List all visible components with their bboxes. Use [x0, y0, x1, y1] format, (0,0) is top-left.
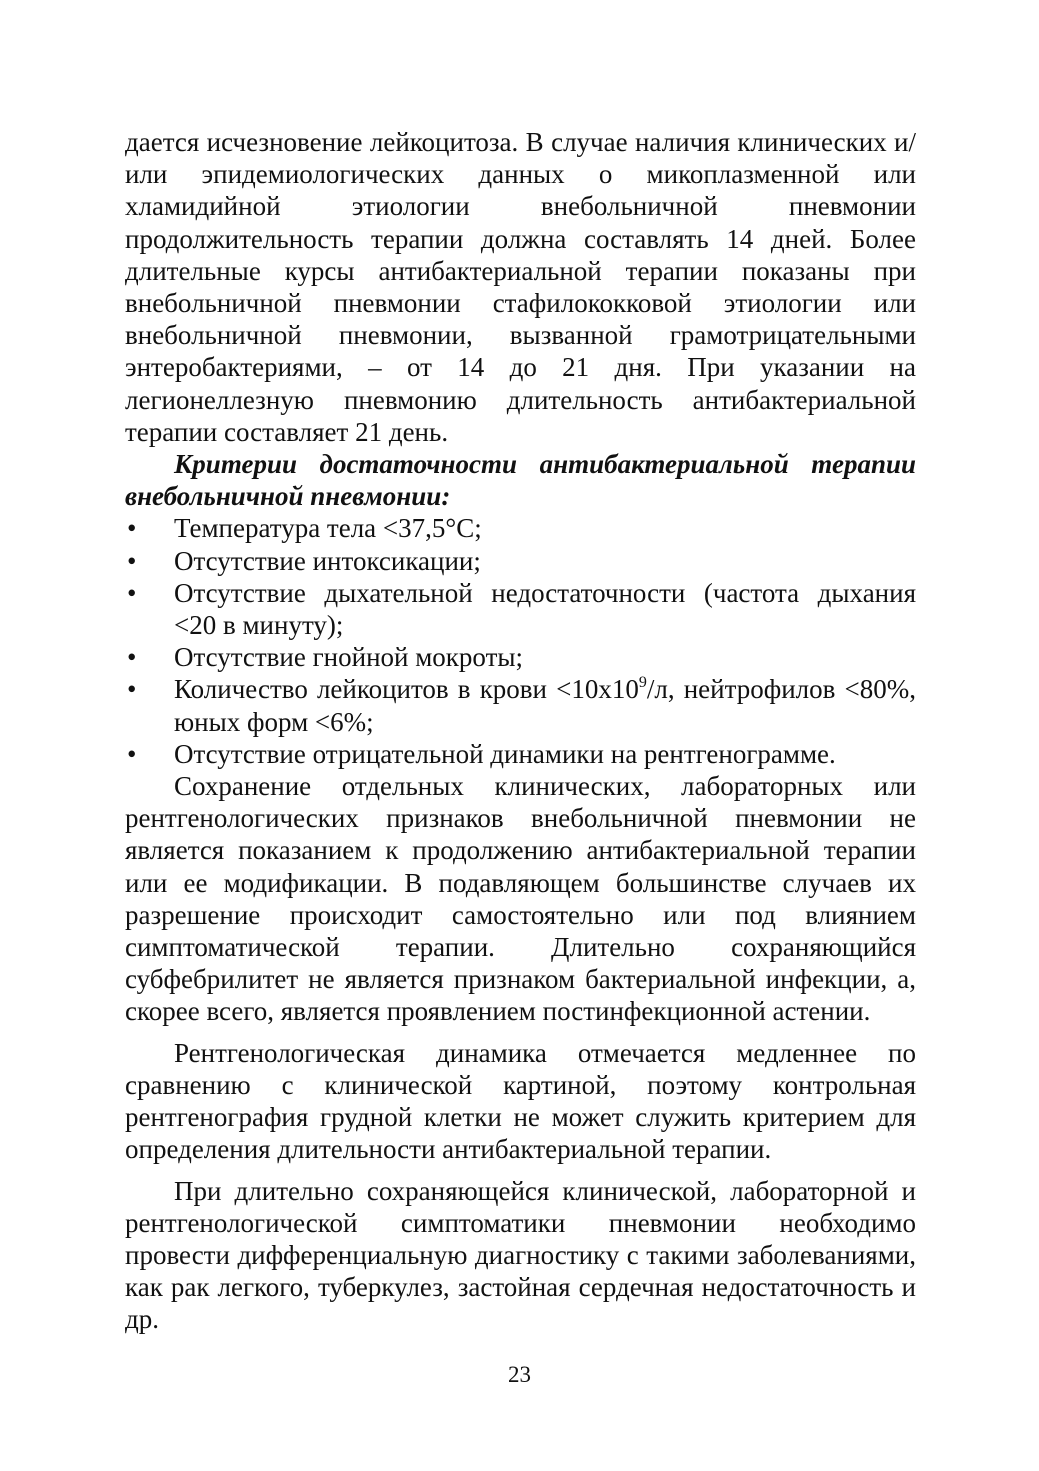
criterion-temperature: Температура тела <37,5°С; [174, 513, 482, 544]
criterion-leukocytes-start: Количество лейкоцитов в крови <10х10 [174, 674, 639, 705]
bullet-icon: • [127, 545, 137, 576]
paragraph-differential-diagnosis: При длительно сохраняющейся клинической, лабораторной и рентгенологической симптоматики пневмонии необходимо провести дифференциальную диагностику с такими заболеваниями, как рак легкого, туберкулез, застойная сердечная недостаточность и др. [125, 1175, 916, 1335]
bullet-icon: • [127, 674, 137, 705]
bullet-icon: • [127, 577, 137, 608]
list-item [125, 673, 916, 737]
criterion-xray: Отсутствие отрицательной динамики на рентгенограмме. [174, 738, 836, 769]
bullet-icon: • [127, 738, 137, 769]
paragraph-residual-signs: Сохранение отдельных клинических, лабораторных или рентгенологических признаков внебольничной пневмонии не является показанием к продолжению антибактериальной терапии или ее модификации. В подавляющем большинстве случаев их разрешение происходит самостоятельно или под влиянием симптоматической терапии. Длительно сохраняющийся субфебрилитет не является признаком бактериальной инфекции, а, скорее всего, является проявлением постинфекционной астении. [125, 771, 916, 1027]
bullet-icon: • [127, 513, 137, 544]
paragraph-radiological-dynamics: Рентгенологическая динамика отмечается медленнее по сравнению с клинической картиной, поэтому контрольная рентгенография грудной клетки не может служить критерием для определения длительности антибактериальной терапии. [125, 1037, 916, 1165]
criterion-leukocytes-end: /л, нейтрофилов <80%, юных форм <6%; [174, 674, 916, 737]
criterion-intoxication: Отсутствие интоксикации; [174, 545, 481, 576]
list-item [125, 512, 916, 544]
criterion-respiratory: Отсутствие дыхательной недостаточности (частота дыхания <20 в минуту); [174, 577, 916, 641]
list-item [125, 545, 916, 577]
criterion-sputum: Отсутствие гнойной мокроты; [174, 642, 524, 673]
list-item [125, 738, 916, 770]
criterion-leukocytes [174, 674, 916, 736]
list-item [125, 641, 916, 673]
body-text [125, 126, 916, 1336]
exponent-superscript: 9 [638, 674, 647, 692]
list-item [125, 577, 916, 641]
criteria-list [125, 512, 916, 770]
bullet-icon: • [127, 642, 137, 673]
paragraph-duration-of-therapy: дается исчезновение лейкоцитоза. В случае наличия клинических и/или эпидемиологических данных о микоплазменной или хламидийной этиологии внебольничной пневмонии продолжительность терапии должна составлять 14 дней. Более длительные курсы антибактериальной терапии показаны при внебольничной пневмонии стафилококковой этиологии или внебольничной пневмонии, вызванной грамотрицательными энтеробактериями, – от 14 до 21 дня. При указании на легионеллезную пневмонию длительность антибактериальной терапии составляет 21 день. [125, 127, 916, 447]
criteria-heading: Критерии достаточности антибактериальной терапии внебольничной пневмонии: [125, 449, 916, 512]
page-number: 23 [508, 1362, 531, 1387]
